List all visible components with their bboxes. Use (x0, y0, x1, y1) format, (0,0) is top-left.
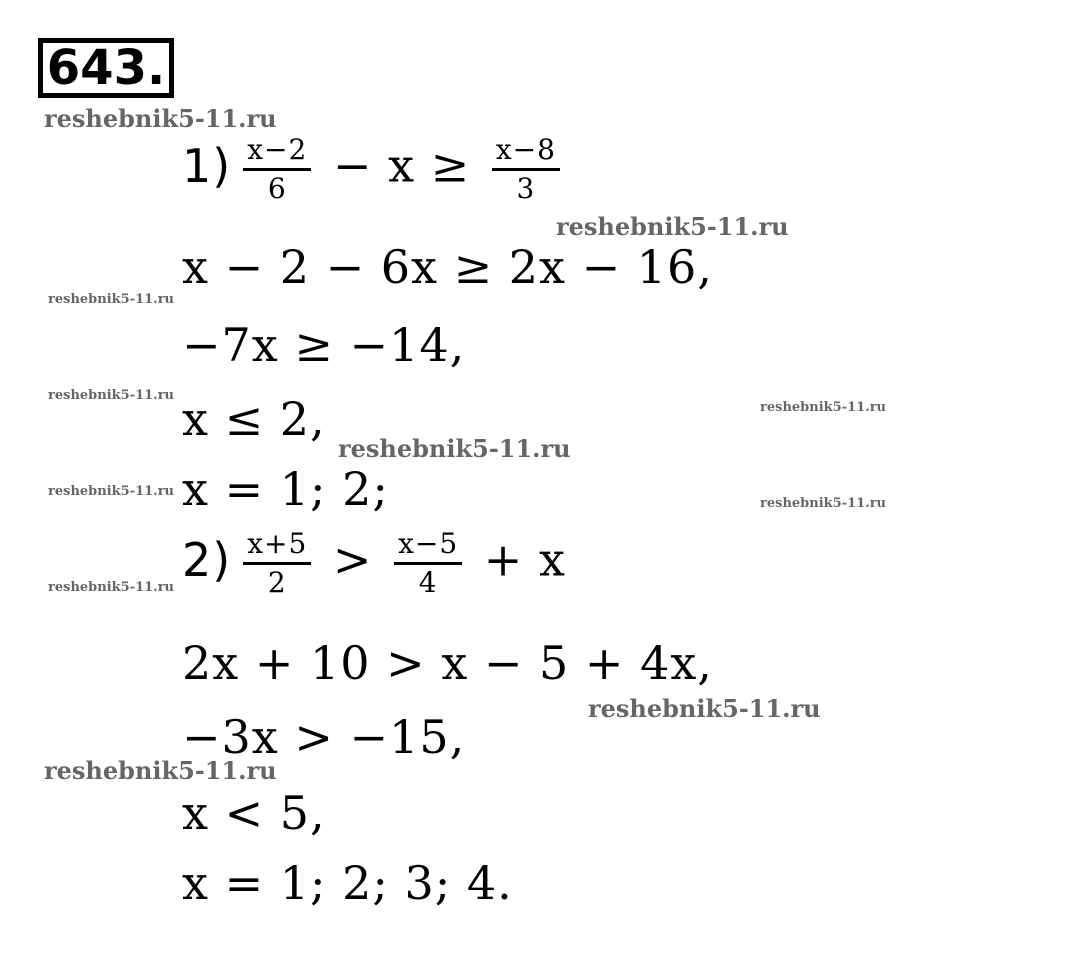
part2-step-2: −3x > −15, (182, 710, 466, 764)
watermark: reshebnik5-11.ru (44, 104, 277, 133)
part2-fraction-right-denominator: 4 (418, 566, 438, 599)
part2-fraction-right (394, 526, 462, 601)
part1-step-3: x ≤ 2, (182, 392, 326, 446)
part2-plus-x: + x (483, 532, 566, 587)
watermark: reshebnik5-11.ru (760, 496, 887, 511)
watermark: reshebnik5-11.ru (44, 756, 277, 785)
watermark: reshebnik5-11.ru (338, 434, 571, 463)
part1-fraction-left-numerator: x−2 (243, 132, 311, 171)
part1-fraction-right-denominator: 3 (516, 172, 536, 205)
watermark: reshebnik5-11.ru (760, 400, 887, 415)
part1-inequality (182, 132, 566, 207)
part2-fraction-left (243, 526, 311, 601)
part2-fraction-right-numerator: x−5 (394, 526, 462, 565)
part1-step-1: x − 2 − 6x ≥ 2x − 16, (182, 240, 713, 294)
part1-fraction-right (492, 132, 560, 207)
part1-middle: − x ≥ (332, 138, 471, 193)
part2-step-4: x = 1; 2; 3; 4. (182, 856, 513, 910)
watermark: reshebnik5-11.ru (48, 388, 175, 403)
part2-fraction-left-numerator: x+5 (243, 526, 311, 565)
part1-label: 1) (182, 138, 232, 193)
problem-number: 643. (38, 38, 174, 98)
part2-fraction-left-denominator: 2 (267, 566, 287, 599)
part2-step-3: x < 5, (182, 786, 326, 840)
watermark: reshebnik5-11.ru (588, 694, 821, 723)
part1-fraction-left-denominator: 6 (267, 172, 287, 205)
part2-label: 2) (182, 532, 232, 587)
part1-fraction-left (243, 132, 311, 207)
part1-step-2: −7x ≥ −14, (182, 318, 466, 372)
watermark: reshebnik5-11.ru (48, 292, 175, 307)
part1-step-4: x = 1; 2; (182, 462, 389, 516)
watermark: reshebnik5-11.ru (48, 484, 175, 499)
watermark: reshebnik5-11.ru (556, 212, 789, 241)
watermark: reshebnik5-11.ru (48, 580, 175, 595)
part2-step-1: 2x + 10 > x − 5 + 4x, (182, 636, 713, 690)
part2-gt: > (332, 532, 373, 587)
part2-inequality (182, 526, 566, 601)
part1-fraction-right-numerator: x−8 (492, 132, 560, 171)
